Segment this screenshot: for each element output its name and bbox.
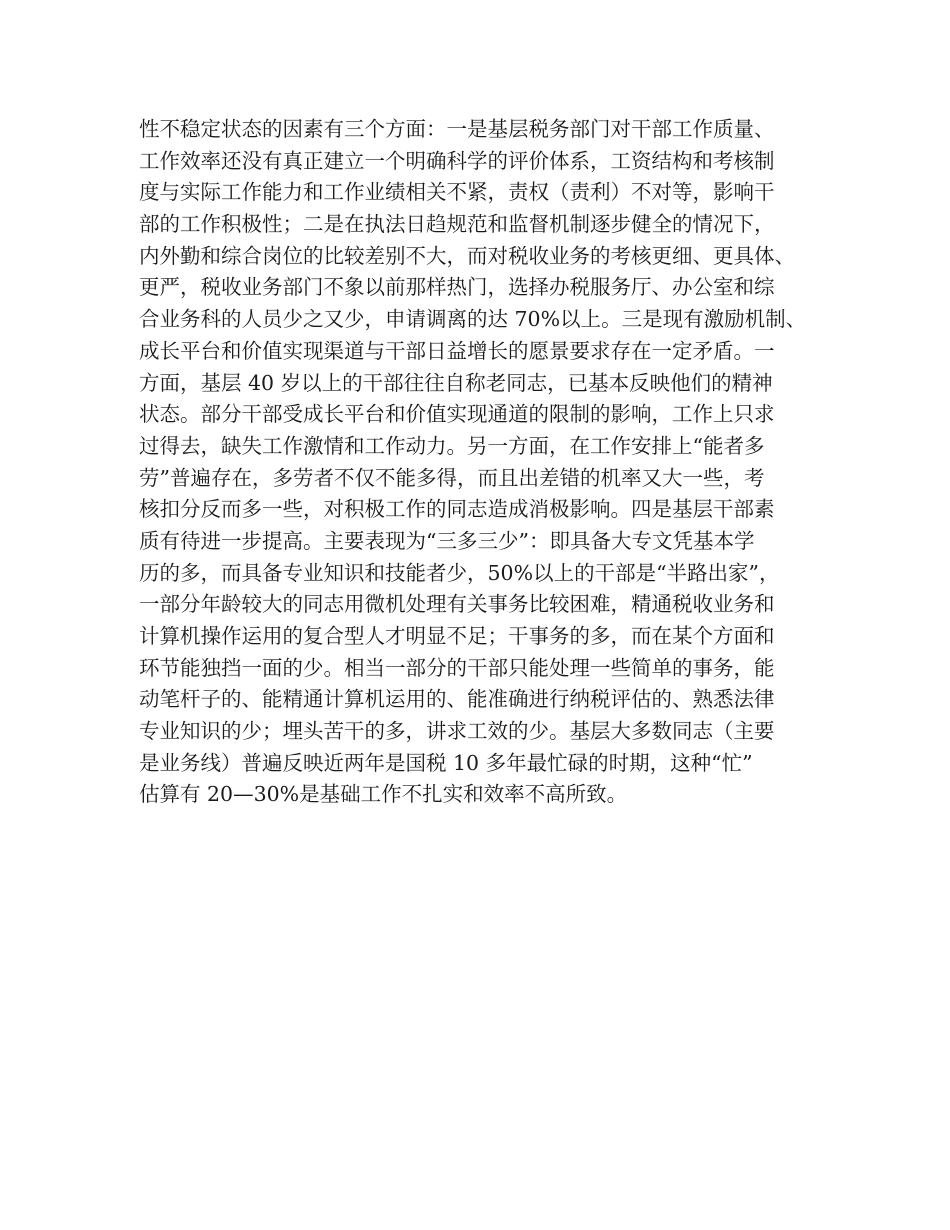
body-paragraph	[139, 114, 839, 811]
paragraph-line: 度与实际工作能力和工作业绩相关不紧，责权（责利）不对等，影响干	[139, 180, 775, 205]
paragraph-line: 合业务科的人员少之又少，申请调离的达 70%以上。三是现有激励机制、	[139, 307, 807, 332]
paragraph-line: 计算机操作运用的复合型人才明显不足；干事务的多，而在某个方面和	[139, 624, 775, 648]
paragraph-line: 历的多，而具备专业知识和技能者少，50%以上的干部是“半路出家”，	[139, 560, 780, 585]
paragraph-line: 动笔杆子的、能精通计算机运用的、能准确进行纳税评估的、熟悉法律	[139, 687, 775, 712]
paragraph-line: 内外勤和综合岗位的比较差别不大，而对税收业务的考核更细、更具体、	[139, 243, 795, 268]
paragraph-line: 过得去，缺失工作激情和工作动力。另一方面，在工作安排上“能者多	[139, 433, 765, 458]
paragraph-line: 一部分年龄较大的同志用微机处理有关事务比较困难，精通税收业务和	[139, 592, 775, 617]
paragraph-line: 估算有 20—30%是基础工作不扎实和效率不高所致。	[139, 782, 628, 807]
paragraph-line: 是业务线）普遍反映近两年是国税 10 多年最忙碌的时期，这种“忙”	[139, 750, 753, 775]
paragraph-line: 方面，基层 40 岁以上的干部往往自称老同志，已基本反映他们的精神	[139, 370, 773, 395]
paragraph-line: 工作效率还没有真正建立一个明确科学的评价体系，工资结构和考核制	[139, 148, 775, 173]
paragraph-line: 核扣分反而多一些，对积极工作的同志造成消极影响。四是基层干部素	[139, 497, 775, 522]
paragraph-line: 部的工作积极性；二是在执法日趋规范和监督机制逐步健全的情况下，	[139, 212, 775, 237]
paragraph-line: 状态。部分干部受成长平台和价值实现通道的限制的影响，工作上只求	[139, 402, 775, 427]
paragraph-line: 性不稳定状态的因素有三个方面：一是基层税务部门对干部工作质量、	[139, 117, 775, 141]
paragraph-line: 专业知识的少；埋头苦干的多，讲求工效的少。基层大多数同志（主要	[139, 719, 775, 744]
paragraph-line: 劳”普遍存在，多劳者不仅不能多得，而且出差错的机率又大一些，考	[139, 465, 765, 490]
paragraph-line: 成长平台和价值实现渠道与干部日益增长的愿景要求存在一定矛盾。一	[139, 338, 775, 363]
paragraph-line: 环节能独挡一面的少。相当一部分的干部只能处理一些简单的事务，能	[139, 655, 775, 680]
paragraph-line: 质有待进一步提高。主要表现为“三多三少”：即具备大专文凭基本学	[139, 528, 755, 553]
paragraph-line: 更严，税收业务部门不象以前那样热门，选择办税服务厅、办公室和综	[139, 275, 775, 300]
